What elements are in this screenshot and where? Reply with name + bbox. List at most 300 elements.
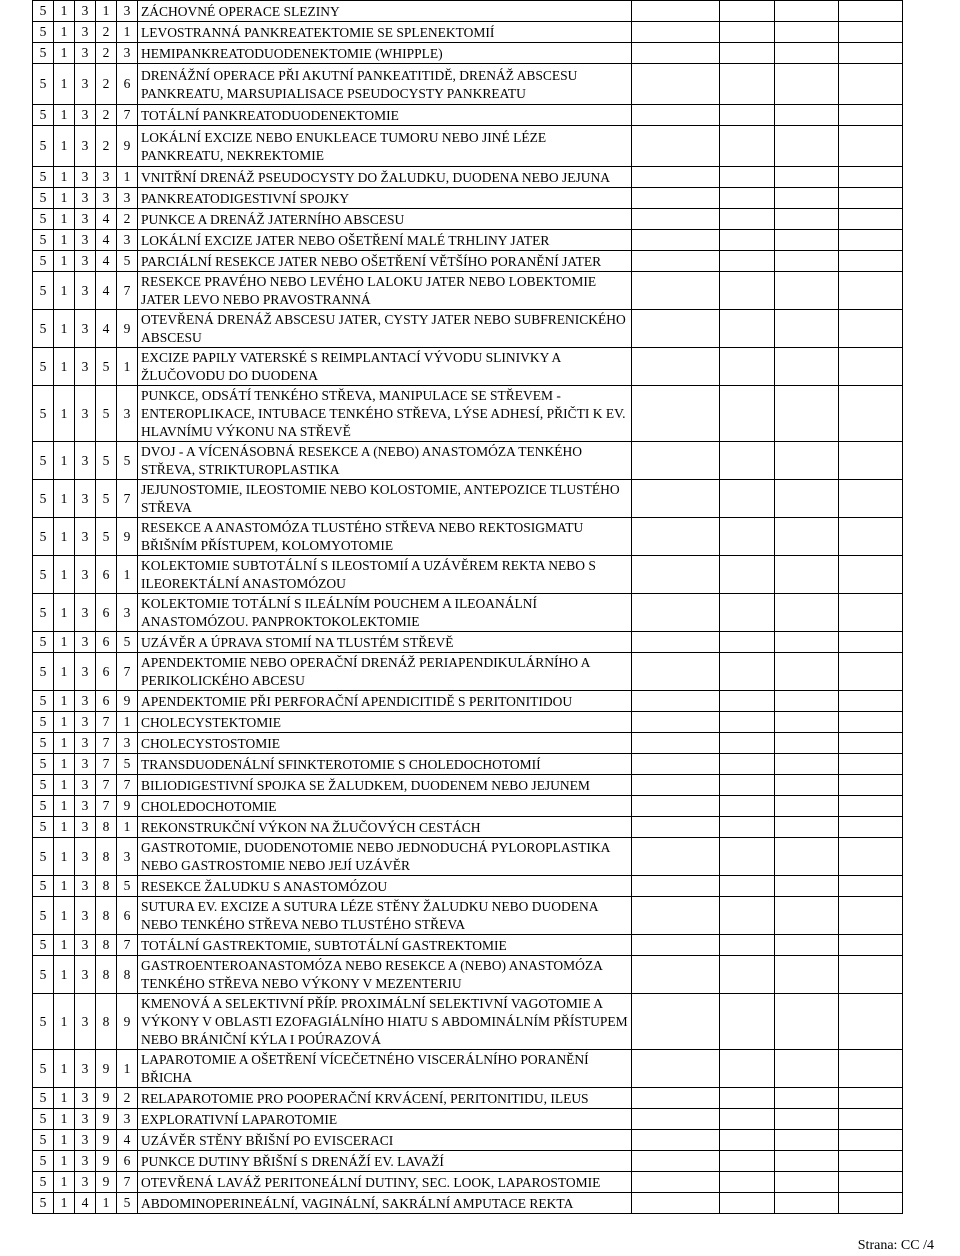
empty-entry-cell[interactable] — [839, 817, 903, 838]
empty-entry-cell[interactable] — [839, 1088, 903, 1109]
empty-entry-cell[interactable] — [632, 1050, 720, 1088]
empty-entry-cell[interactable] — [632, 1, 720, 22]
table-row — [33, 167, 903, 188]
empty-entry-cell[interactable] — [632, 754, 720, 775]
code-digit-cell: 1 — [54, 386, 75, 442]
procedure-description-cell: JEJUNOSTOMIE, ILEOSTOMIE NEBO KOLOSTOMIE, ANTEPOZICE TLUSTÉHO STŘEVA — [138, 480, 632, 518]
code-digit-cell: 3 — [75, 230, 96, 251]
empty-entry-cell[interactable] — [775, 556, 839, 594]
procedure-description-cell: TRANSDUODENÁLNÍ SFINKTEROTOMIE S CHOLEDOCHOTOMIÍ — [138, 754, 632, 775]
empty-entry-cell[interactable] — [839, 935, 903, 956]
table-row — [33, 956, 903, 994]
empty-entry-cell[interactable] — [839, 1130, 903, 1151]
code-digit-cell: 5 — [117, 754, 138, 775]
empty-entry-cell[interactable] — [632, 167, 720, 188]
empty-entry-cell[interactable] — [775, 22, 839, 43]
code-digit-cell: 5 — [33, 876, 54, 897]
code-digit-cell: 1 — [54, 167, 75, 188]
empty-entry-cell[interactable] — [839, 167, 903, 188]
code-digit-cell: 1 — [54, 653, 75, 691]
empty-entry-cell[interactable] — [720, 876, 775, 897]
procedure-description-cell: RELAPAROTOMIE PRO POOPERAČNÍ KRVÁCENÍ, PERITONITIDU, ILEUS — [138, 1088, 632, 1109]
empty-entry-cell[interactable] — [632, 442, 720, 480]
table-row — [33, 935, 903, 956]
code-digit-cell: 5 — [33, 556, 54, 594]
code-digit-cell: 1 — [54, 556, 75, 594]
table-row — [33, 126, 903, 167]
code-digit-cell: 9 — [96, 1088, 117, 1109]
empty-entry-cell[interactable] — [632, 188, 720, 209]
empty-entry-cell[interactable] — [632, 838, 720, 876]
empty-entry-cell[interactable] — [632, 126, 720, 167]
code-digit-cell: 1 — [54, 22, 75, 43]
empty-entry-cell[interactable] — [632, 386, 720, 442]
procedure-description-cell: UZÁVĚR A ÚPRAVA STOMIÍ NA TLUSTÉM STŘEVĚ — [138, 632, 632, 653]
code-digit-cell: 3 — [75, 209, 96, 230]
code-digit-cell: 5 — [33, 632, 54, 653]
code-digit-cell: 2 — [96, 126, 117, 167]
empty-entry-cell[interactable] — [720, 209, 775, 230]
code-digit-cell: 3 — [75, 22, 96, 43]
empty-entry-cell[interactable] — [720, 935, 775, 956]
table-row — [33, 632, 903, 653]
table-row — [33, 754, 903, 775]
code-digit-cell: 3 — [117, 838, 138, 876]
empty-entry-cell[interactable] — [720, 43, 775, 64]
procedure-description-cell: RESEKCE ŽALUDKU S ANASTOMÓZOU — [138, 876, 632, 897]
empty-entry-cell[interactable] — [632, 22, 720, 43]
empty-entry-cell[interactable] — [720, 556, 775, 594]
empty-entry-cell[interactable] — [775, 691, 839, 712]
code-digit-cell: 1 — [54, 1193, 75, 1214]
empty-entry-cell[interactable] — [839, 310, 903, 348]
empty-entry-cell[interactable] — [839, 956, 903, 994]
empty-entry-cell[interactable] — [775, 754, 839, 775]
procedure-description-cell: EXCIZE PAPILY VATERSKÉ S REIMPLANTACÍ VÝVODU SLINIVKY A ŽLUČOVODU DO DUODENA — [138, 348, 632, 386]
code-digit-cell: 3 — [75, 653, 96, 691]
empty-entry-cell[interactable] — [632, 733, 720, 754]
code-digit-cell: 3 — [75, 43, 96, 64]
code-digit-cell: 5 — [96, 442, 117, 480]
empty-entry-cell[interactable] — [839, 838, 903, 876]
empty-entry-cell[interactable] — [632, 594, 720, 632]
empty-entry-cell[interactable] — [720, 188, 775, 209]
table-row — [33, 105, 903, 126]
empty-entry-cell[interactable] — [720, 272, 775, 310]
empty-entry-cell[interactable] — [775, 230, 839, 251]
empty-entry-cell[interactable] — [775, 43, 839, 64]
code-digit-cell: 3 — [75, 251, 96, 272]
empty-entry-cell[interactable] — [632, 653, 720, 691]
empty-entry-cell[interactable] — [720, 1, 775, 22]
table-row — [33, 251, 903, 272]
empty-entry-cell[interactable] — [720, 442, 775, 480]
empty-entry-cell[interactable] — [720, 105, 775, 126]
empty-entry-cell[interactable] — [632, 876, 720, 897]
procedure-description-cell: GASTROTOMIE, DUODENOTOMIE NEBO JEDNODUCHÁ PYLOROPLASTIKA NEBO GASTROSTOMIE NEBO JEJÍ UZÁVĚR — [138, 838, 632, 876]
empty-entry-cell[interactable] — [839, 775, 903, 796]
procedure-description-cell: RESEKCE PRAVÉHO NEBO LEVÉHO LALOKU JATER NEBO LOBEKTOMIE JATER LEVO NEBO PRAVOSTRANNÁ — [138, 272, 632, 310]
code-digit-cell: 9 — [96, 1151, 117, 1172]
code-digit-cell: 1 — [54, 754, 75, 775]
code-digit-cell: 5 — [33, 817, 54, 838]
empty-entry-cell[interactable] — [720, 167, 775, 188]
code-digit-cell: 1 — [54, 691, 75, 712]
empty-entry-cell[interactable] — [839, 733, 903, 754]
table-row — [33, 230, 903, 251]
empty-entry-cell[interactable] — [632, 817, 720, 838]
empty-entry-cell[interactable] — [720, 518, 775, 556]
empty-entry-cell[interactable] — [775, 956, 839, 994]
empty-entry-cell[interactable] — [720, 1151, 775, 1172]
table-row — [33, 1151, 903, 1172]
code-digit-cell: 3 — [75, 775, 96, 796]
empty-entry-cell[interactable] — [839, 653, 903, 691]
empty-entry-cell[interactable] — [720, 251, 775, 272]
code-digit-cell: 5 — [96, 480, 117, 518]
code-digit-cell: 3 — [75, 796, 96, 817]
empty-entry-cell[interactable] — [720, 994, 775, 1050]
empty-entry-cell[interactable] — [632, 480, 720, 518]
empty-entry-cell[interactable] — [775, 796, 839, 817]
empty-entry-cell[interactable] — [720, 653, 775, 691]
empty-entry-cell[interactable] — [839, 1109, 903, 1130]
table-row — [33, 43, 903, 64]
code-digit-cell: 5 — [33, 167, 54, 188]
code-digit-cell: 1 — [54, 1050, 75, 1088]
procedure-description-cell: OTEVŘENÁ LAVÁŽ PERITONEÁLNÍ DUTINY, SEC. LOOK, LAPAROSTOMIE — [138, 1172, 632, 1193]
code-digit-cell: 4 — [117, 1130, 138, 1151]
code-digit-cell: 7 — [117, 775, 138, 796]
empty-entry-cell[interactable] — [775, 712, 839, 733]
code-digit-cell: 1 — [54, 1172, 75, 1193]
code-digit-cell: 1 — [54, 1, 75, 22]
empty-entry-cell[interactable] — [775, 209, 839, 230]
table-row — [33, 838, 903, 876]
code-digit-cell: 1 — [54, 712, 75, 733]
empty-entry-cell[interactable] — [775, 876, 839, 897]
empty-entry-cell[interactable] — [632, 1130, 720, 1151]
code-digit-cell: 1 — [54, 230, 75, 251]
empty-entry-cell[interactable] — [839, 691, 903, 712]
procedure-description-cell: REKONSTRUKČNÍ VÝKON NA ŽLUČOVÝCH CESTÁCH — [138, 817, 632, 838]
code-digit-cell: 1 — [54, 64, 75, 105]
procedure-description-cell: PARCIÁLNÍ RESEKCE JATER NEBO OŠETŘENÍ VĚTŠÍHO PORANĚNÍ JATER — [138, 251, 632, 272]
empty-entry-cell[interactable] — [775, 126, 839, 167]
empty-entry-cell[interactable] — [720, 126, 775, 167]
code-digit-cell: 6 — [96, 653, 117, 691]
empty-entry-cell[interactable] — [839, 105, 903, 126]
empty-entry-cell[interactable] — [720, 691, 775, 712]
empty-entry-cell[interactable] — [839, 442, 903, 480]
code-digit-cell: 5 — [33, 251, 54, 272]
procedure-description-cell: TOTÁLNÍ PANKREATODUODENEKTOMIE — [138, 105, 632, 126]
empty-entry-cell[interactable] — [775, 1050, 839, 1088]
empty-entry-cell[interactable] — [632, 935, 720, 956]
code-digit-cell: 3 — [75, 188, 96, 209]
empty-entry-cell[interactable] — [632, 43, 720, 64]
empty-entry-cell[interactable] — [775, 994, 839, 1050]
empty-entry-cell[interactable] — [720, 632, 775, 653]
empty-entry-cell[interactable] — [632, 1088, 720, 1109]
code-digit-cell: 1 — [54, 348, 75, 386]
code-digit-cell: 5 — [33, 105, 54, 126]
empty-entry-cell[interactable] — [775, 653, 839, 691]
empty-entry-cell[interactable] — [632, 956, 720, 994]
code-digit-cell: 3 — [75, 1151, 96, 1172]
empty-entry-cell[interactable] — [775, 64, 839, 105]
empty-entry-cell[interactable] — [775, 188, 839, 209]
procedure-description-cell: PUNKCE, ODSÁTÍ TENKÉHO STŘEVA, MANIPULACE SE STŘEVEM - ENTEROPLIKACE, INTUBACE TENKÉHO STŘEVA, LÝSE ADHESÍ, PŘIČTI K EV. HLAVNÍMU VÝKONU NA STŘEVĚ — [138, 386, 632, 442]
empty-entry-cell[interactable] — [775, 1172, 839, 1193]
empty-entry-cell[interactable] — [839, 712, 903, 733]
code-digit-cell: 2 — [96, 105, 117, 126]
empty-entry-cell[interactable] — [632, 348, 720, 386]
table-row — [33, 1109, 903, 1130]
code-digit-cell: 5 — [33, 22, 54, 43]
empty-entry-cell[interactable] — [839, 1172, 903, 1193]
code-digit-cell: 5 — [117, 1193, 138, 1214]
empty-entry-cell[interactable] — [720, 1109, 775, 1130]
empty-entry-cell[interactable] — [720, 1172, 775, 1193]
empty-entry-cell[interactable] — [775, 935, 839, 956]
code-digit-cell: 3 — [96, 188, 117, 209]
empty-entry-cell[interactable] — [632, 796, 720, 817]
empty-entry-cell[interactable] — [775, 480, 839, 518]
empty-entry-cell[interactable] — [775, 594, 839, 632]
empty-entry-cell[interactable] — [632, 632, 720, 653]
empty-entry-cell[interactable] — [775, 897, 839, 935]
empty-entry-cell[interactable] — [839, 188, 903, 209]
empty-entry-cell[interactable] — [720, 1050, 775, 1088]
empty-entry-cell[interactable] — [720, 1193, 775, 1214]
table-row — [33, 1130, 903, 1151]
empty-entry-cell[interactable] — [839, 126, 903, 167]
empty-entry-cell[interactable] — [775, 1088, 839, 1109]
empty-entry-cell[interactable] — [632, 897, 720, 935]
code-digit-cell: 5 — [33, 518, 54, 556]
empty-entry-cell[interactable] — [839, 251, 903, 272]
empty-entry-cell[interactable] — [632, 1151, 720, 1172]
empty-entry-cell[interactable] — [720, 733, 775, 754]
code-digit-cell: 5 — [117, 876, 138, 897]
code-digit-cell: 5 — [33, 712, 54, 733]
table-row — [33, 64, 903, 105]
empty-entry-cell[interactable] — [632, 691, 720, 712]
code-digit-cell: 7 — [96, 712, 117, 733]
empty-entry-cell[interactable] — [720, 386, 775, 442]
code-digit-cell: 8 — [96, 956, 117, 994]
empty-entry-cell[interactable] — [720, 480, 775, 518]
empty-entry-cell[interactable] — [775, 1, 839, 22]
table-row — [33, 442, 903, 480]
code-digit-cell: 7 — [117, 935, 138, 956]
code-digit-cell: 5 — [96, 348, 117, 386]
empty-entry-cell[interactable] — [632, 1193, 720, 1214]
empty-entry-cell[interactable] — [775, 251, 839, 272]
empty-entry-cell[interactable] — [775, 1109, 839, 1130]
empty-entry-cell[interactable] — [839, 994, 903, 1050]
empty-entry-cell[interactable] — [839, 796, 903, 817]
empty-entry-cell[interactable] — [775, 1151, 839, 1172]
code-digit-cell: 5 — [33, 838, 54, 876]
code-digit-cell: 7 — [117, 480, 138, 518]
code-digit-cell: 3 — [75, 876, 96, 897]
empty-entry-cell[interactable] — [775, 167, 839, 188]
empty-entry-cell[interactable] — [632, 994, 720, 1050]
code-digit-cell: 1 — [117, 22, 138, 43]
empty-entry-cell[interactable] — [775, 348, 839, 386]
empty-entry-cell[interactable] — [775, 838, 839, 876]
table-row — [33, 994, 903, 1050]
empty-entry-cell[interactable] — [839, 230, 903, 251]
empty-entry-cell[interactable] — [775, 386, 839, 442]
code-digit-cell: 5 — [33, 935, 54, 956]
empty-entry-cell[interactable] — [720, 1130, 775, 1151]
empty-entry-cell[interactable] — [720, 22, 775, 43]
code-digit-cell: 3 — [75, 480, 96, 518]
empty-entry-cell[interactable] — [839, 897, 903, 935]
table-row — [33, 733, 903, 754]
empty-entry-cell[interactable] — [632, 712, 720, 733]
code-digit-cell: 4 — [96, 272, 117, 310]
empty-entry-cell[interactable] — [775, 310, 839, 348]
empty-entry-cell[interactable] — [839, 1, 903, 22]
procedure-description-cell: TOTÁLNÍ GASTREKTOMIE, SUBTOTÁLNÍ GASTREKTOMIE — [138, 935, 632, 956]
empty-entry-cell[interactable] — [632, 272, 720, 310]
procedure-codes-table — [32, 0, 903, 1214]
table-row — [33, 594, 903, 632]
empty-entry-cell[interactable] — [839, 556, 903, 594]
empty-entry-cell[interactable] — [839, 43, 903, 64]
code-digit-cell: 5 — [117, 251, 138, 272]
empty-entry-cell[interactable] — [839, 480, 903, 518]
code-digit-cell: 3 — [75, 348, 96, 386]
code-digit-cell: 3 — [75, 691, 96, 712]
code-digit-cell: 6 — [117, 64, 138, 105]
empty-entry-cell[interactable] — [775, 272, 839, 310]
empty-entry-cell[interactable] — [839, 594, 903, 632]
empty-entry-cell[interactable] — [775, 817, 839, 838]
code-digit-cell: 1 — [54, 775, 75, 796]
empty-entry-cell[interactable] — [839, 64, 903, 105]
empty-entry-cell[interactable] — [839, 1050, 903, 1088]
empty-entry-cell[interactable] — [632, 251, 720, 272]
empty-entry-cell[interactable] — [632, 1172, 720, 1193]
empty-entry-cell[interactable] — [720, 594, 775, 632]
empty-entry-cell[interactable] — [839, 876, 903, 897]
empty-entry-cell[interactable] — [720, 230, 775, 251]
code-digit-cell: 5 — [33, 796, 54, 817]
empty-entry-cell[interactable] — [839, 754, 903, 775]
code-digit-cell: 3 — [75, 838, 96, 876]
code-digit-cell: 5 — [33, 230, 54, 251]
empty-entry-cell[interactable] — [632, 105, 720, 126]
code-digit-cell: 9 — [117, 518, 138, 556]
table-row — [33, 876, 903, 897]
empty-entry-cell[interactable] — [632, 209, 720, 230]
empty-entry-cell[interactable] — [775, 775, 839, 796]
code-digit-cell: 5 — [33, 754, 54, 775]
empty-entry-cell[interactable] — [720, 775, 775, 796]
code-digit-cell: 5 — [33, 310, 54, 348]
code-digit-cell: 3 — [75, 64, 96, 105]
empty-entry-cell[interactable] — [775, 442, 839, 480]
empty-entry-cell[interactable] — [839, 518, 903, 556]
empty-entry-cell[interactable] — [632, 775, 720, 796]
procedure-description-cell: DVOJ - A VÍCENÁSOBNÁ RESEKCE A (NEBO) ANASTOMÓZA TENKÉHO STŘEVA, STRIKTUROPLASTIKA — [138, 442, 632, 480]
procedure-description-cell: ZÁCHOVNÉ OPERACE SLEZINY — [138, 1, 632, 22]
code-digit-cell: 3 — [75, 935, 96, 956]
code-digit-cell: 1 — [54, 1151, 75, 1172]
empty-entry-cell[interactable] — [775, 733, 839, 754]
code-digit-cell: 1 — [54, 43, 75, 64]
code-digit-cell: 3 — [75, 817, 96, 838]
empty-entry-cell[interactable] — [839, 632, 903, 653]
code-digit-cell: 5 — [117, 632, 138, 653]
empty-entry-cell[interactable] — [720, 348, 775, 386]
empty-entry-cell[interactable] — [839, 386, 903, 442]
empty-entry-cell[interactable] — [839, 1151, 903, 1172]
empty-entry-cell[interactable] — [632, 64, 720, 105]
table-row — [33, 796, 903, 817]
code-digit-cell: 5 — [33, 1, 54, 22]
code-digit-cell: 3 — [117, 386, 138, 442]
table-row — [33, 310, 903, 348]
code-digit-cell: 4 — [96, 310, 117, 348]
empty-entry-cell[interactable] — [632, 1109, 720, 1130]
code-digit-cell: 5 — [33, 691, 54, 712]
empty-entry-cell[interactable] — [839, 209, 903, 230]
empty-entry-cell[interactable] — [720, 310, 775, 348]
empty-entry-cell[interactable] — [632, 556, 720, 594]
empty-entry-cell[interactable] — [839, 272, 903, 310]
empty-entry-cell[interactable] — [839, 22, 903, 43]
empty-entry-cell[interactable] — [839, 1193, 903, 1214]
empty-entry-cell[interactable] — [720, 817, 775, 838]
code-digit-cell: 5 — [96, 386, 117, 442]
empty-entry-cell[interactable] — [839, 348, 903, 386]
code-digit-cell: 5 — [33, 594, 54, 632]
empty-entry-cell[interactable] — [632, 518, 720, 556]
code-digit-cell: 3 — [117, 43, 138, 64]
empty-entry-cell[interactable] — [775, 105, 839, 126]
empty-entry-cell[interactable] — [720, 1088, 775, 1109]
code-digit-cell: 1 — [96, 1193, 117, 1214]
empty-entry-cell[interactable] — [775, 1193, 839, 1214]
empty-entry-cell[interactable] — [632, 230, 720, 251]
empty-entry-cell[interactable] — [720, 897, 775, 935]
code-digit-cell: 5 — [33, 64, 54, 105]
empty-entry-cell[interactable] — [775, 518, 839, 556]
table-row — [33, 556, 903, 594]
procedure-description-cell: KMENOVÁ A SELEKTIVNÍ PŘÍP. PROXIMÁLNÍ SELEKTIVNÍ VAGOTOMIE A VÝKONY V OBLASTI EZOFAGIÁLNÍHO HIATU S ABDOMINÁLNÍM PŘÍSTUPEM NEBO BRÁNIČNÍ KÝLA I POÚRAZOVÁ — [138, 994, 632, 1050]
empty-entry-cell[interactable] — [720, 796, 775, 817]
empty-entry-cell[interactable] — [632, 310, 720, 348]
empty-entry-cell[interactable] — [720, 956, 775, 994]
code-digit-cell: 8 — [96, 817, 117, 838]
empty-entry-cell[interactable] — [720, 754, 775, 775]
code-digit-cell: 1 — [54, 188, 75, 209]
code-digit-cell: 6 — [117, 897, 138, 935]
empty-entry-cell[interactable] — [775, 1130, 839, 1151]
empty-entry-cell[interactable] — [720, 838, 775, 876]
empty-entry-cell[interactable] — [720, 64, 775, 105]
code-digit-cell: 1 — [54, 876, 75, 897]
procedure-description-cell: PUNKCE A DRENÁŽ JATERNÍHO ABSCESU — [138, 209, 632, 230]
empty-entry-cell[interactable] — [775, 632, 839, 653]
empty-entry-cell[interactable] — [720, 712, 775, 733]
